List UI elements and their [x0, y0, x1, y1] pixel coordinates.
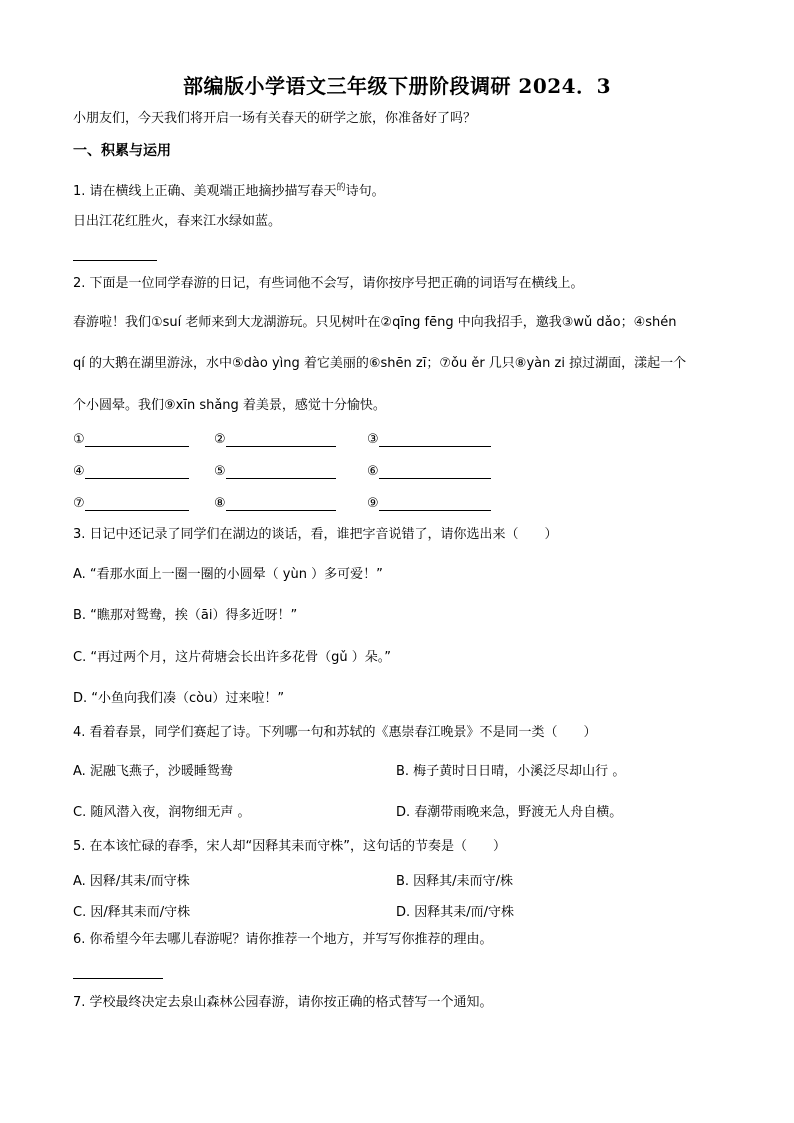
page-title: 部编版小学语文三年级下册阶段调研 2024．3 [182, 74, 612, 98]
section-heading: 一、积累与运用 [73, 143, 171, 159]
question-1-stem [73, 180, 385, 200]
q1-poem: 日出江花红胜火，春来江水绿如蓝。 [73, 214, 282, 229]
question-5-stem: 5. 在本该忙碌的春季，宋人却“因释其耒而守株”，这句话的节奏是（ ） [73, 839, 507, 854]
q4-option-b[interactable]: B. 梅子黄时日日晴，小溪泛尽却山行 。 [396, 764, 626, 779]
q5-option-c[interactable]: C. 因/释其耒而/守株 [73, 905, 191, 920]
q5-option-b[interactable]: B. 因释其/耒而守/株 [396, 874, 513, 889]
q2-blank-1[interactable]: ① [73, 432, 189, 447]
q5-option-d[interactable]: D. 因释其耒/而/守株 [396, 905, 515, 920]
q2-diary-line-1: 春游啦！我们①suí 老师来到大龙湖游玩。只见树叶在②qīng fēng 中向我招手，邀我③wǔ dǎo；④shén [73, 315, 677, 330]
q3-option-c[interactable]: C. “再过两个月，这片荷塘会长出许多花骨（gǔ ）朵。” [73, 650, 391, 665]
question-6-stem: 6. 你希望今年去哪儿春游呢？请你推荐一个地方，并写写你推荐的理由。 [73, 932, 493, 947]
q3-option-a[interactable]: A. “看那水面上一圈一圈的小圆晕（ yùn ）多可爱！” [73, 567, 383, 582]
q4-option-a[interactable]: A. 泥融飞燕子，沙暖睡鸳鸯 [73, 764, 233, 779]
q5-option-a[interactable]: A. 因释/其耒/而守株 [73, 874, 190, 889]
q2-blank-9[interactable]: ⑨ [367, 496, 491, 511]
q2-blank-3[interactable]: ③ [367, 432, 491, 447]
q1-stem-b: 诗句。 [345, 184, 385, 199]
q2-blank-2[interactable]: ② [214, 432, 336, 447]
q2-diary-line-2: qí 的大鹅在湖里游泳，水中⑤dào yìng 着它美丽的⑥shēn zī；⑦ǒu ěr 几只⑧yàn zi 掠过湖面，漾起一个 [73, 356, 687, 371]
q1-stem-a: 1. 请在横线上正确、美观端正地摘抄描写春天 [73, 184, 337, 199]
q2-blank-4[interactable]: ④ [73, 464, 189, 479]
q2-blank-6[interactable]: ⑥ [367, 464, 491, 479]
question-7-stem: 7. 学校最终决定去泉山森林公园春游，请你按正确的格式替写一个通知。 [73, 995, 493, 1010]
q2-blank-5[interactable]: ⑤ [214, 464, 336, 479]
q1-stem-de: 的 [336, 183, 346, 193]
q6-answer-line[interactable] [73, 978, 163, 979]
question-4-stem: 4. 看着春景，同学们赛起了诗。下列哪一句和苏轼的《惠崇春江晚景》不是同一类（ ） [73, 725, 597, 740]
q3-option-b[interactable]: B. “瞧那对鸳鸯，挨（āi）得多近呀！” [73, 608, 298, 623]
q1-answer-line[interactable] [73, 260, 157, 261]
q2-diary-line-3: 个小圆晕。我们⑨xīn shǎng 着美景，感觉十分愉快。 [73, 398, 386, 413]
intro-text: 小朋友们，今天我们将开启一场有关春天的研学之旅，你准备好了吗？ [73, 111, 477, 126]
q4-option-d[interactable]: D. 春潮带雨晚来急，野渡无人舟自横。 [396, 805, 623, 820]
q4-option-c[interactable]: C. 随风潜入夜，润物细无声 。 [73, 805, 251, 820]
question-2-stem: 2. 下面是一位同学春游的日记，有些词他不会写，请你按序号把正确的词语写在横线上。 [73, 276, 584, 291]
q3-option-d[interactable]: D. “小鱼向我们凑（còu）过来啦！” [73, 691, 285, 706]
question-3-stem: 3. 日记中还记录了同学们在湖边的谈话，看，谁把字音说错了，请你选出来（ ） [73, 527, 558, 542]
q2-blank-7[interactable]: ⑦ [73, 496, 189, 511]
q2-blank-8[interactable]: ⑧ [214, 496, 336, 511]
